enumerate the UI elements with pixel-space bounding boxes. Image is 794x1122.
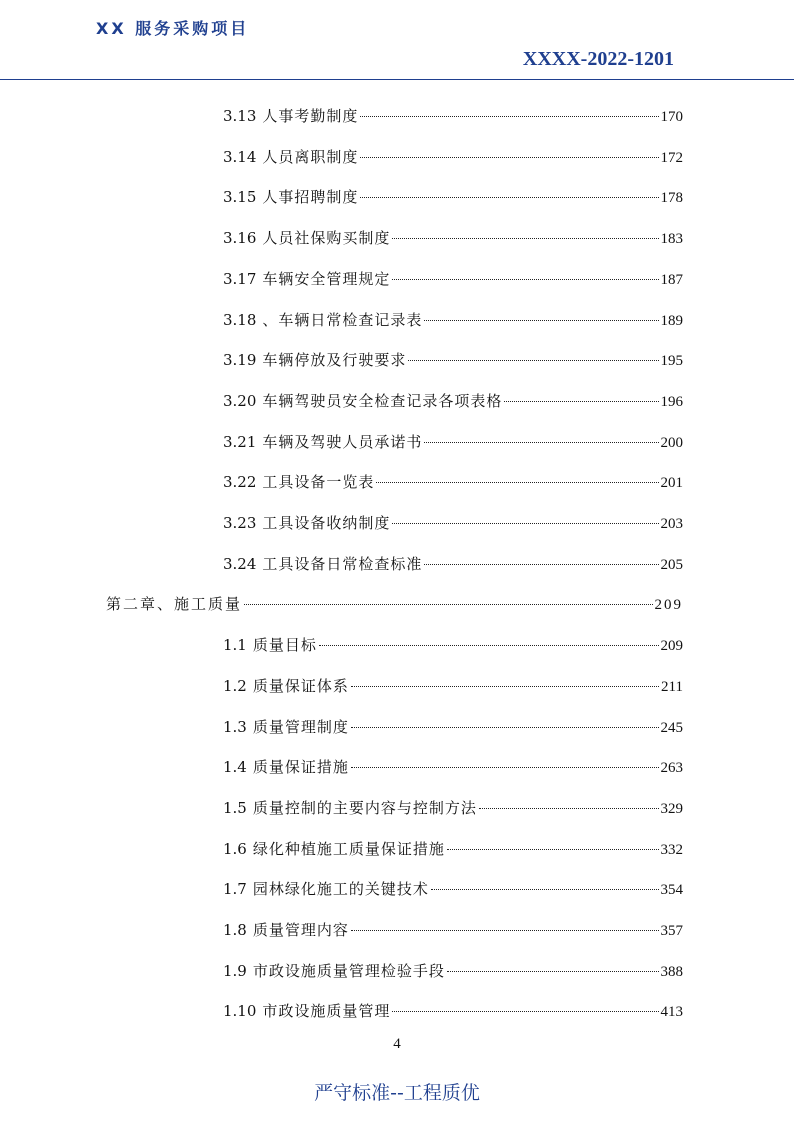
header-project-title: XX 服务采购项目 [96,19,250,38]
toc-entry-page: 187 [660,271,683,288]
toc-entry-number: 3.20 [223,391,257,410]
toc-entry-page: 354 [660,882,683,899]
toc-entry[interactable] [223,999,683,1023]
toc-entry-page: 201 [660,475,683,492]
toc-entry-title: 施工质量 [174,595,243,614]
toc-entry-page: 413 [660,1004,683,1021]
toc-entry-title: 市政设施质量管理 [262,1002,391,1021]
toc-entry-title: 车辆停放及行驶要求 [262,351,407,370]
toc-dot-leader [392,523,658,524]
toc-entry-title: 、车辆日常检查记录表 [262,310,423,329]
toc-entry-title: 质量目标 [252,636,317,655]
toc-entry-number: 1.4 [223,758,247,777]
toc-entry-title: 工具设备一览表 [262,473,375,492]
toc-entry-page: 183 [660,231,683,248]
toc-entry[interactable] [223,145,683,169]
toc-entry[interactable] [223,348,683,372]
toc-dot-leader [447,849,659,850]
toc-entry-number: 3.13 [223,107,257,125]
toc-dot-leader [424,564,658,565]
toc-entry-number: 3.21 [223,432,257,451]
toc-entry[interactable] [223,511,683,535]
toc-dot-leader [447,971,659,972]
header-divider [0,79,794,80]
toc-entry-title: 工具设备日常检查标准 [262,554,423,573]
toc-entry-number: 3.16 [223,229,257,248]
toc-entry-page: 209 [660,638,683,655]
toc-dot-leader [360,157,658,158]
toc-dot-leader [351,930,659,931]
toc-entry[interactable] [223,552,683,576]
toc-dot-leader [319,645,659,646]
toc-dot-leader [360,197,658,198]
toc-entry-title: 人员社保购买制度 [262,229,391,248]
toc-dot-leader [376,482,658,483]
toc-entry-page: 189 [660,312,683,329]
toc-entry-page: 245 [660,719,683,736]
toc-entry-number: 1.1 [223,636,247,655]
toc-entry[interactable] [223,918,683,942]
toc-entry[interactable] [223,185,683,209]
toc-entry-number: 1.7 [223,880,247,899]
toc-entry[interactable] [223,389,683,413]
toc-entry[interactable] [223,226,683,250]
toc-entry-title: 人事考勤制度 [262,107,359,125]
footer-slogan: 严守标准--工程质优 [314,1082,480,1104]
toc-dot-leader [392,1011,658,1012]
toc-entry-page: 263 [660,760,683,777]
toc-dot-leader [244,604,652,605]
toc-entry[interactable] [223,755,683,779]
toc-chapter-entry[interactable] [106,592,683,616]
toc-entry-page: 195 [660,353,683,370]
toc-entry-page: 211 [661,678,683,695]
toc-entry-number: 3.18 [223,310,257,329]
toc-entry-number: 第二章、 [106,595,175,614]
toc-entry[interactable] [223,959,683,983]
toc-entry-page: 178 [660,190,683,207]
toc-entry-number: 1.3 [223,717,247,736]
toc-entry-title: 车辆及驾驶人员承诺书 [262,432,423,451]
toc-entry[interactable] [223,877,683,901]
toc-entry[interactable] [223,633,683,657]
toc-entry-number: 1.2 [223,676,247,695]
toc-entry[interactable] [223,470,683,494]
toc-entry-number: 1.5 [223,798,247,817]
toc-entry-page: 388 [660,963,683,980]
toc-dot-leader [392,238,658,239]
toc-entry-number: 1.9 [223,961,247,980]
toc-entry-title: 质量保证体系 [252,676,349,695]
toc-entry-number: 1.10 [223,1002,257,1021]
toc-dot-leader [360,116,658,117]
toc-entry-title: 质量保证措施 [252,758,349,777]
toc-dot-leader [392,279,658,280]
toc-entry-page: 200 [660,434,683,451]
toc-entry-page: 329 [660,800,683,817]
toc-entry-page: 170 [660,109,683,125]
toc-entry-number: 3.19 [223,351,257,370]
toc-dot-leader [351,767,659,768]
toc-entry-number: 3.17 [223,269,257,288]
toc-dot-leader [351,686,659,687]
toc-dot-leader [424,442,658,443]
toc-entry-title: 绿化种植施工质量保证措施 [252,839,445,858]
toc-entry-page: 196 [660,393,683,410]
toc-entry-title: 人事招聘制度 [262,188,359,207]
toc-entry-number: 3.23 [223,514,257,532]
toc-dot-leader [351,727,659,728]
toc-entry-number: 3.15 [223,188,257,207]
toc-entry-number: 1.8 [223,921,247,939]
toc-entry-title: 质量控制的主要内容与控制方法 [252,798,477,817]
page-number: 4 [393,1036,401,1052]
toc-entry-title: 市政设施质量管理检验手段 [252,961,445,980]
toc-entry-title: 工具设备收纳制度 [262,514,391,532]
toc-entry-title: 质量管理内容 [252,921,349,939]
toc-entry-page: 357 [660,923,683,939]
toc-entry[interactable] [223,308,683,332]
toc-entry-page: 203 [660,516,683,532]
toc-dot-leader [424,320,658,321]
toc-entry-title: 车辆驾驶员安全检查记录各项表格 [262,391,503,410]
header-document-code: XXXX-2022-1201 [522,48,674,70]
toc-entry-title: 质量管理制度 [252,717,349,736]
toc-dot-leader [479,808,659,809]
toc-entry[interactable] [223,267,683,291]
toc-entry[interactable] [223,715,683,739]
toc-entry[interactable] [223,674,683,698]
toc-dot-leader [431,889,659,890]
toc-entry-number: 3.14 [223,147,257,166]
toc-entry[interactable] [223,837,683,861]
toc-entry-page: 209 [654,597,683,614]
toc-entry-title: 车辆安全管理规定 [262,269,391,288]
toc-entry[interactable] [223,796,683,820]
toc-entry-page: 332 [660,841,683,858]
toc-entry-number: 3.24 [223,554,257,573]
toc-entry-number: 1.6 [223,839,247,858]
toc-entry-page: 205 [660,556,683,573]
toc-entry[interactable] [223,430,683,454]
toc-entry-page: 172 [660,149,683,166]
toc-entry[interactable] [223,104,683,128]
toc-dot-leader [408,360,658,361]
toc-entry-title: 园林绿化施工的关键技术 [252,880,429,899]
toc-entry-number: 3.22 [223,473,257,492]
toc-entry-title: 人员离职制度 [262,147,359,166]
toc-dot-leader [504,401,658,402]
